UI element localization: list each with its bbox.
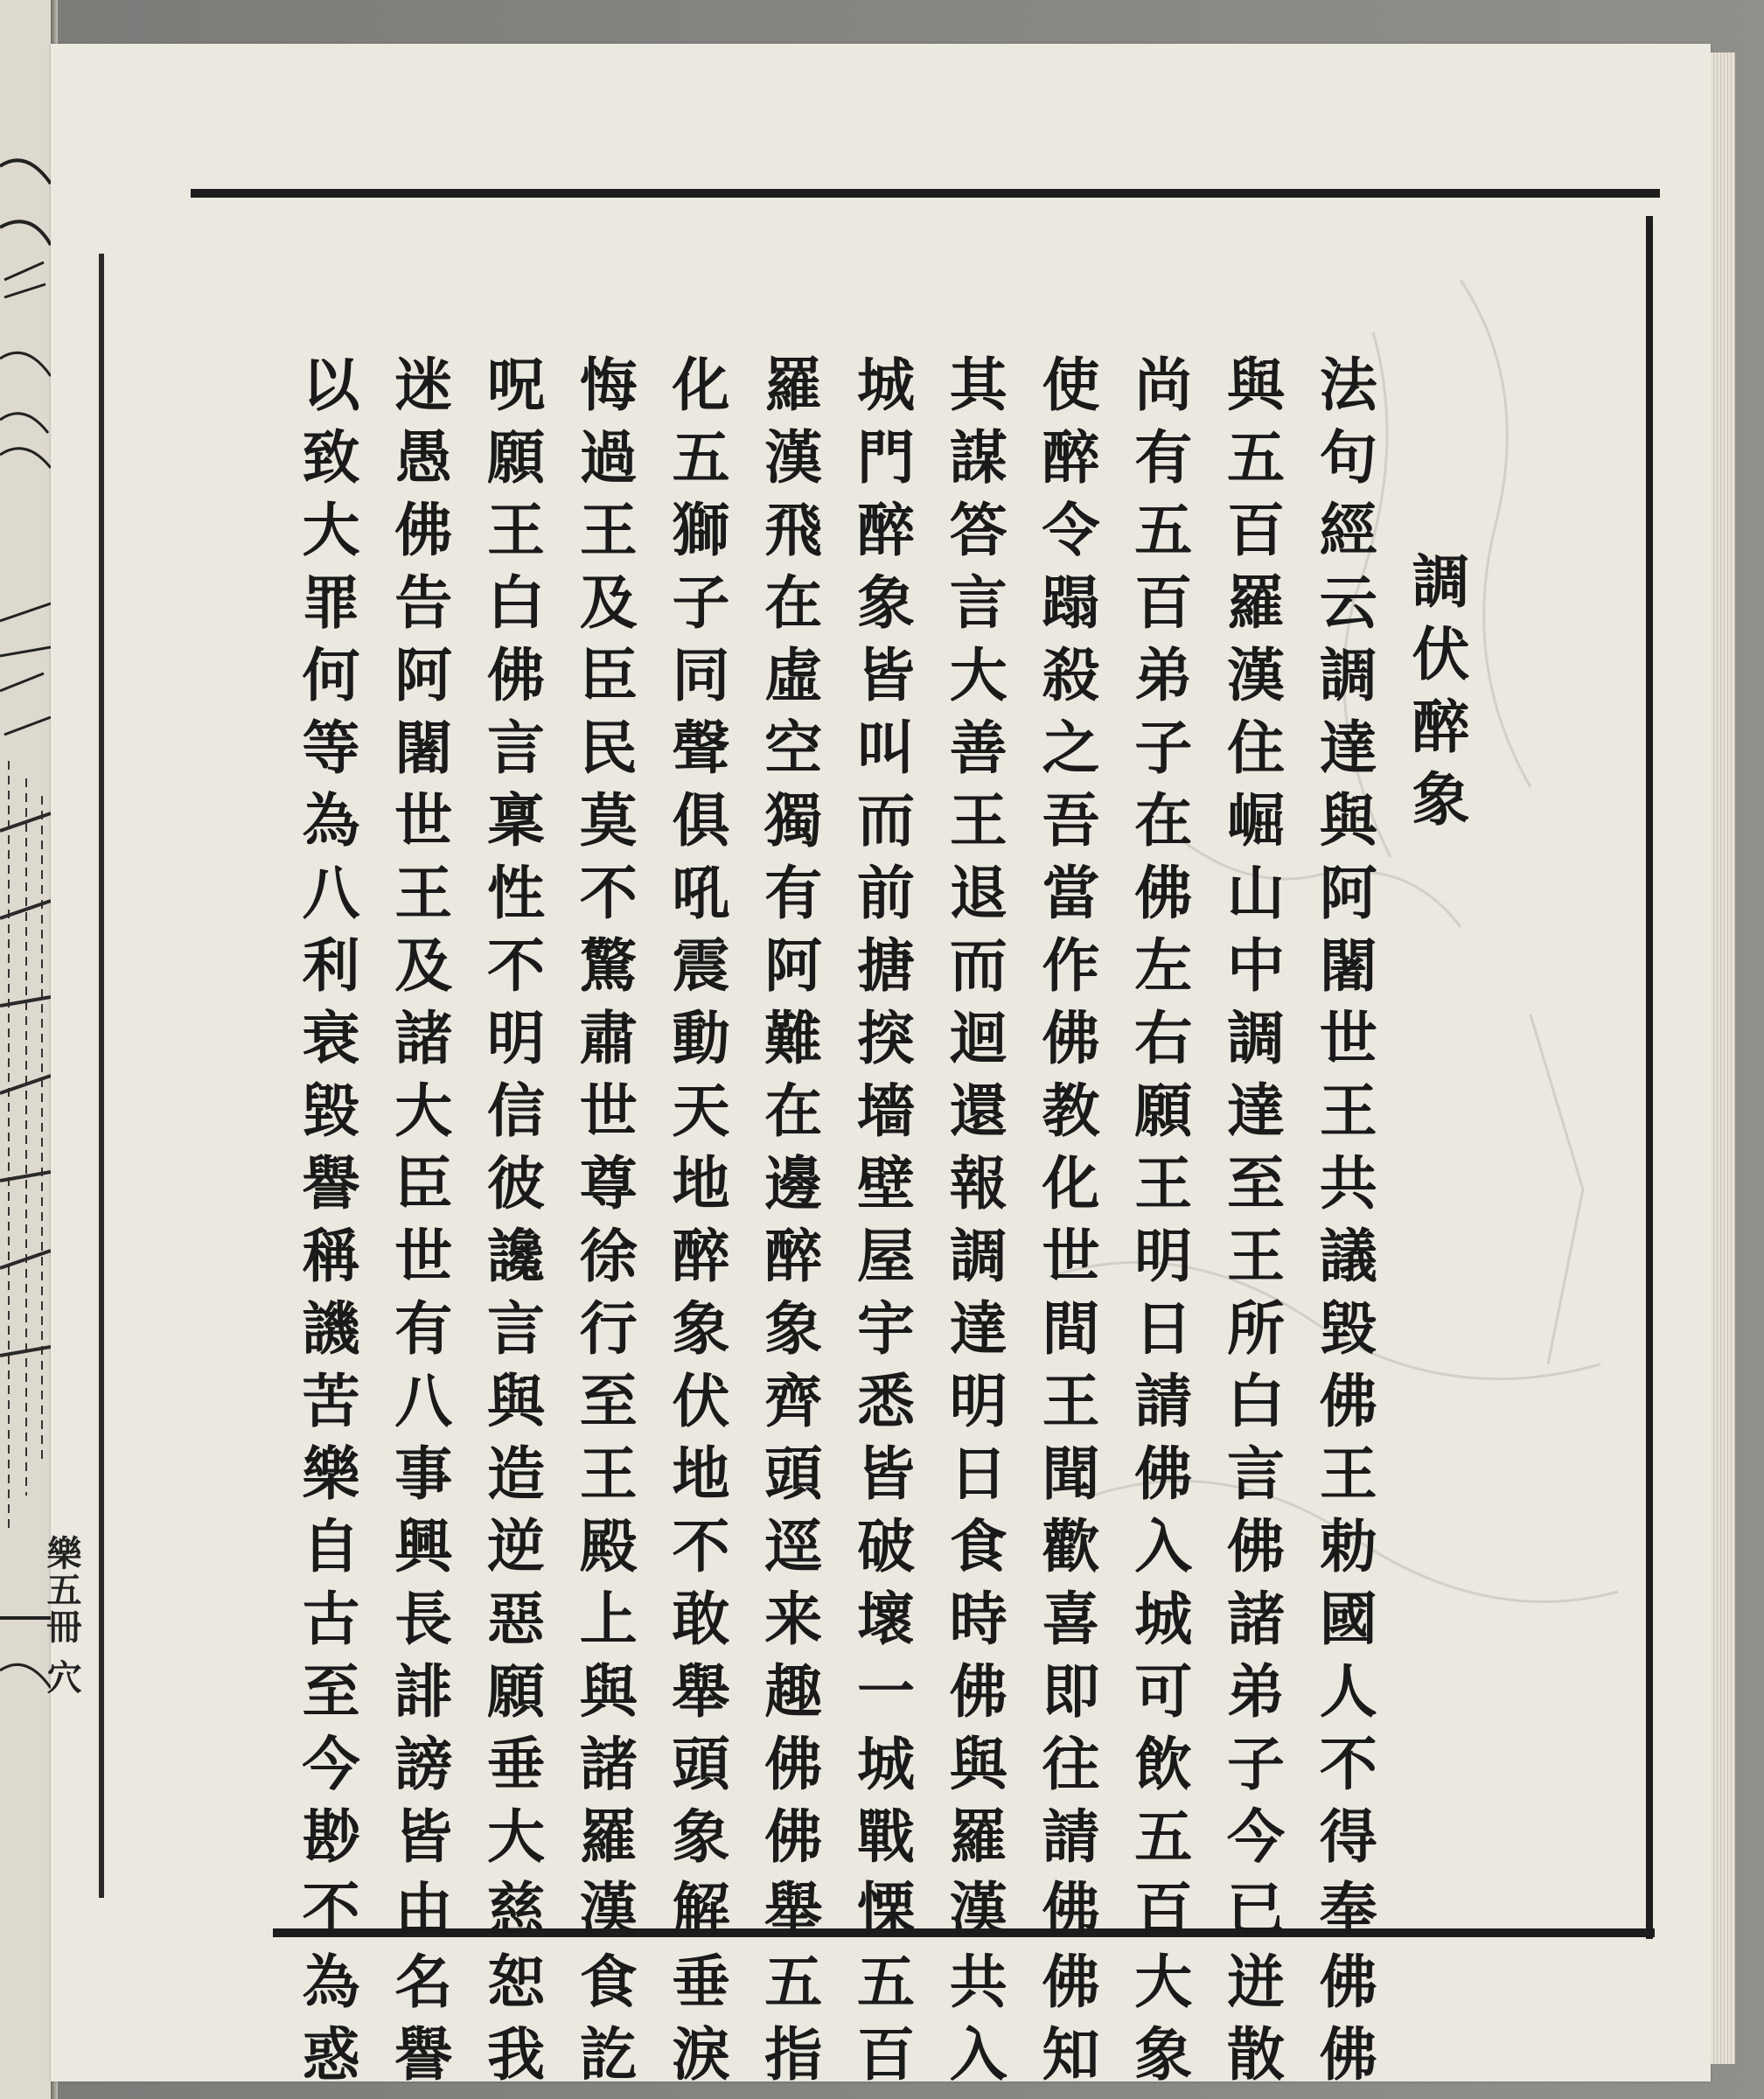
text-column: 羅漢飛在虛空獨有阿難在邊醉象齊頭逕来趣佛佛舉五指 — [754, 354, 823, 2096]
border-left — [99, 254, 104, 1898]
text-column: 悔過王及臣民莫不驚肅世尊徐行至王殿上與諸羅漢食訖 — [569, 354, 638, 2096]
text-column: 化五獅子同聲俱吼震動天地醉象伏地不敢舉頭象解垂淚 — [662, 354, 730, 2096]
text-column: 其謀答言大善王退而迴還報調達明日食時佛與羅漢共入 — [939, 354, 1008, 2096]
text-column: 使醉令蹋殺之吾當作佛教化世間王聞歡喜即往請佛佛知 — [1032, 354, 1100, 2096]
text-column: 以致大罪何等為八利衰毀譽稱譏苦樂自古至今尠不為惑 — [292, 354, 360, 2096]
vertical-text-block — [292, 354, 1470, 2096]
text-column: 迷愚佛告阿闍世王及諸大臣世有八事興長誹謗皆由名譽 — [384, 354, 453, 2096]
page-stack-edge — [1711, 52, 1735, 2064]
facing-page-edge — [0, 0, 52, 2099]
border-right — [1646, 216, 1653, 1939]
margin-folio-label: 樂五冊 穴 — [41, 1535, 82, 1696]
text-column: 尚有五百弟子在佛左右願王明日請佛入城可飲五百大象 — [1124, 354, 1193, 2096]
text-column: 與五百羅漢住崛山中調達至王所白言佛諸弟子今已迸散 — [1217, 354, 1286, 2096]
text-column: 呪願王白佛言稟性不明信彼讒言與造逆惡願垂大慈恕我 — [477, 354, 546, 2096]
border-top — [191, 189, 1660, 198]
section-title: 調伏醉象 — [1402, 551, 1470, 841]
text-column: 城門醉象皆叫而前搪揬墻壁屋宇悉皆破壞一城戰慄五百 — [847, 354, 916, 2096]
text-column: 法句經云調達與阿闍世王共議毀佛王勅國人不得奉佛佛 — [1309, 354, 1378, 2096]
